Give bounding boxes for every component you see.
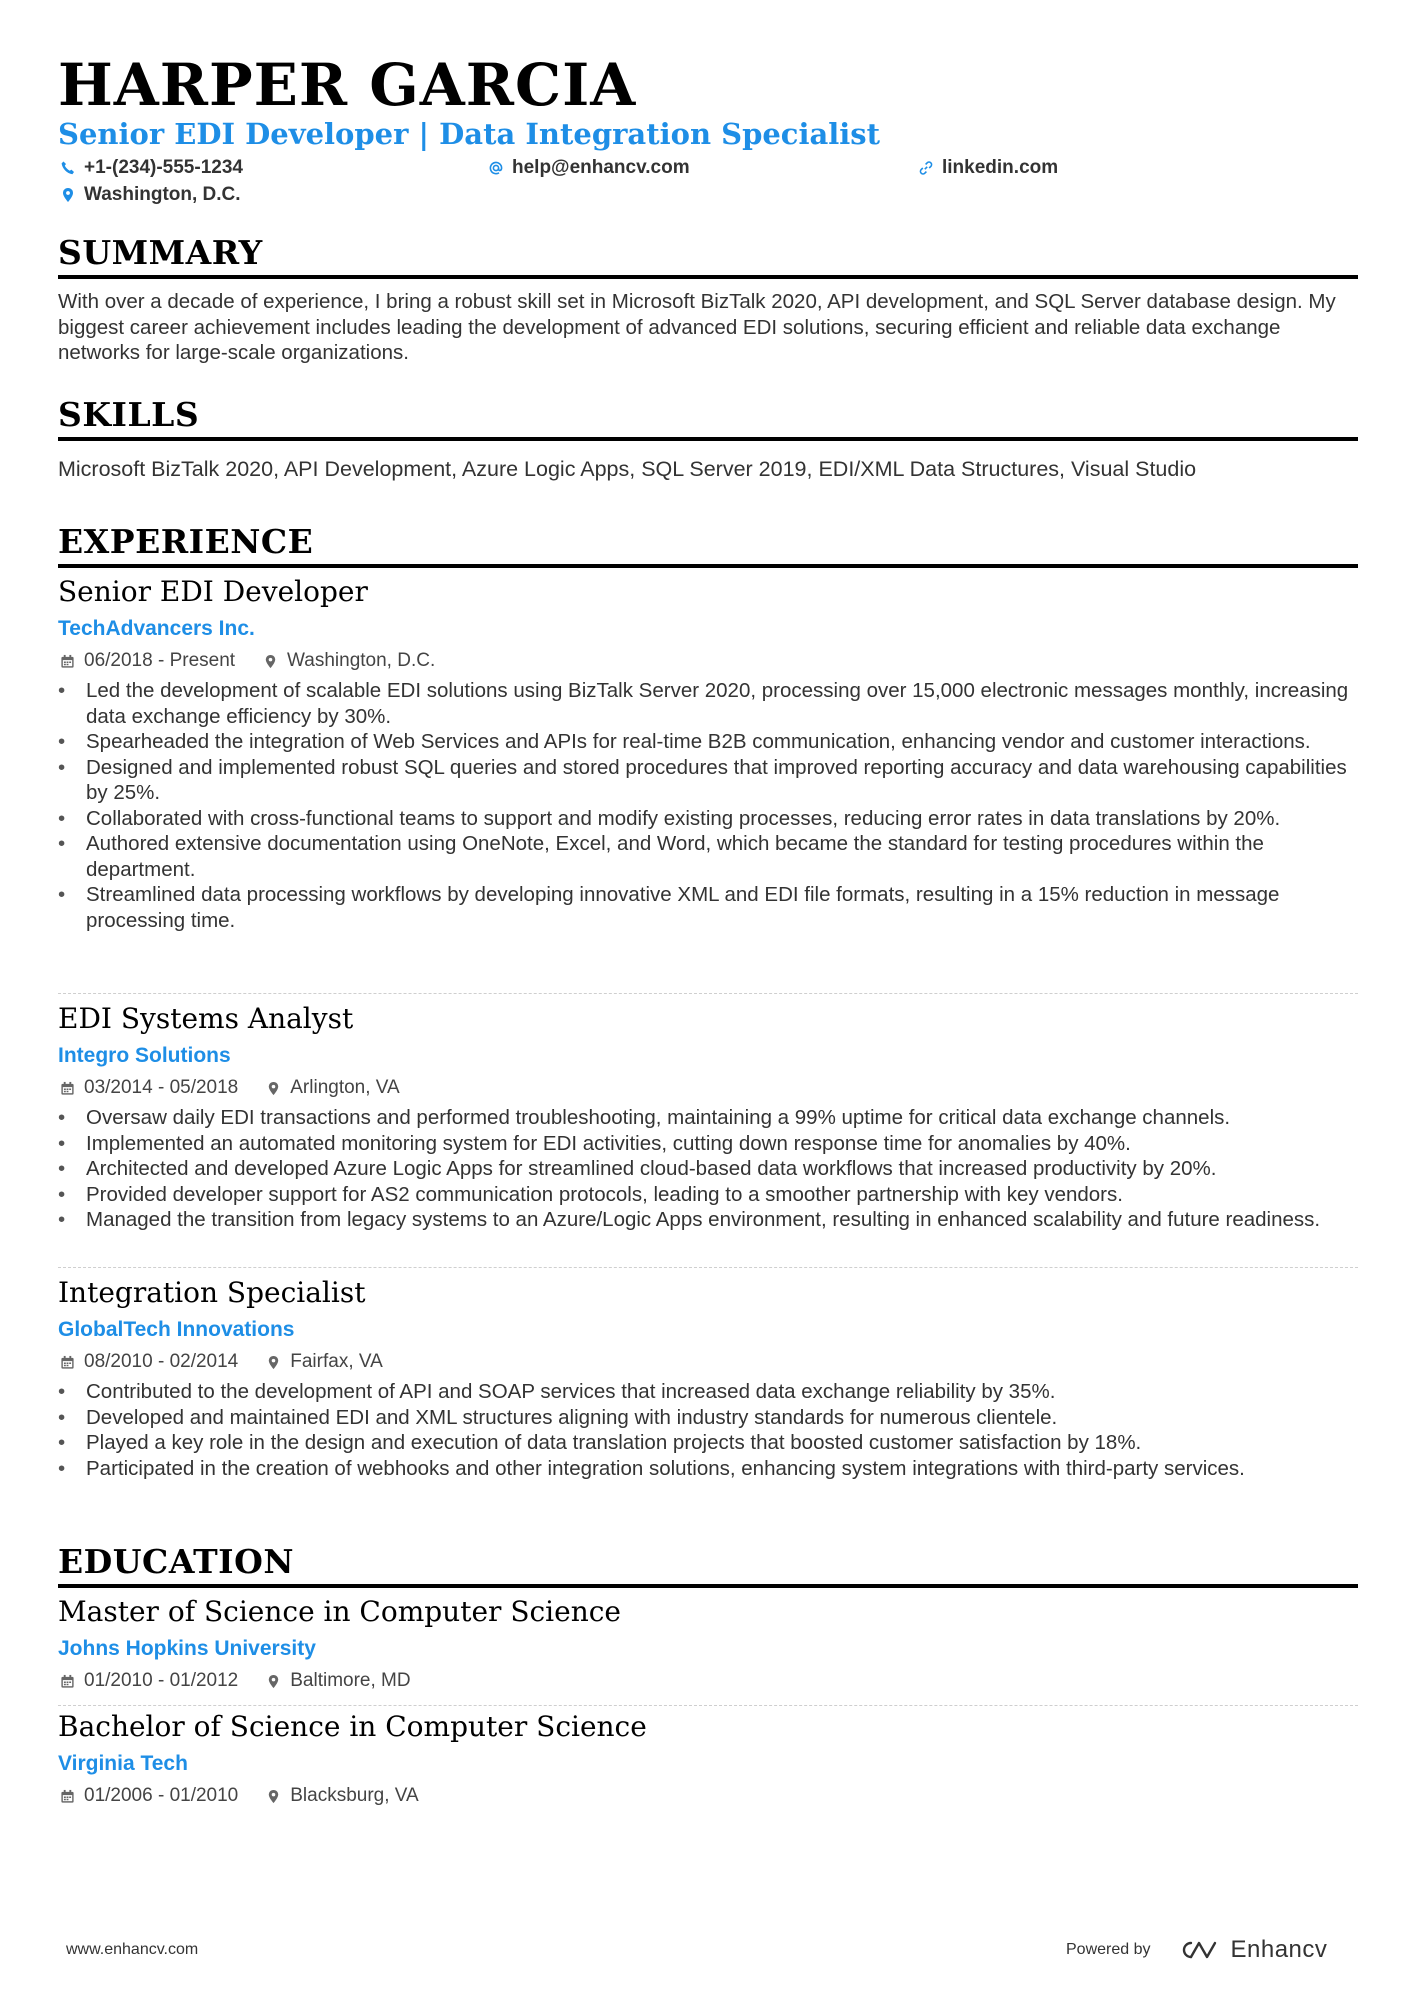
job-bullets	[58, 678, 1358, 933]
phone-icon	[60, 160, 76, 176]
contact-phone-text: +1-(234)-555-1234	[84, 157, 243, 178]
job-title: Senior EDI Developer	[58, 575, 368, 608]
list-item: • Played a key role in the design and execution of data translation projects that boosted customer satisfaction by 18%.	[58, 1430, 1358, 1456]
calendar-icon	[60, 1355, 75, 1370]
job-company: Integro Solutions	[58, 1044, 231, 1067]
contact-linkedin-text[interactable]: linkedin.com	[942, 157, 1059, 178]
education-dates: 01/2010 - 01/2012	[84, 1670, 239, 1691]
education-separator	[58, 1705, 1358, 1706]
list-item: • Spearheaded the integration of Web Services and APIs for real-time B2B communication, enhancing vendor and customer interactions.	[58, 729, 1358, 755]
brand-name: Enhancv	[1230, 1936, 1328, 1963]
job-company: GlobalTech Innovations	[58, 1318, 295, 1341]
summary-divider	[58, 275, 1358, 279]
footer-website[interactable]: www.enhancv.com	[66, 1941, 199, 1958]
education-location: Baltimore, MD	[290, 1670, 411, 1691]
powered-by-text: Powered by	[1066, 1941, 1151, 1958]
job-company: TechAdvancers Inc.	[58, 617, 255, 640]
location-pin-icon	[60, 187, 76, 203]
list-item: • Led the development of scalable EDI solutions using BizTalk Server 2020, processing over 15,000 electronic messages monthly, increasing data exchange efficiency by 30%.	[58, 678, 1358, 729]
at-sign-icon	[488, 160, 504, 176]
list-item: • Contributed to the development of API and SOAP services that increased data exchange reliability by 35%.	[58, 1379, 1358, 1405]
job-meta	[60, 1076, 428, 1100]
education-location: Blacksburg, VA	[290, 1785, 419, 1806]
list-item: • Developed and maintained EDI and XML structures aligning with industry standards for numerous clientele.	[58, 1405, 1358, 1431]
location-pin-icon	[266, 1674, 281, 1689]
location-pin-icon	[263, 654, 278, 669]
location-pin-icon	[266, 1081, 281, 1096]
education-heading: EDUCATION	[58, 1542, 295, 1581]
skills-divider	[58, 437, 1358, 441]
job-location: Fairfax, VA	[290, 1351, 383, 1372]
job-bullets	[58, 1105, 1358, 1233]
education-meta	[60, 1669, 439, 1693]
list-item: • Oversaw daily EDI transactions and performed troubleshooting, maintaining a 99% uptime for critical data exchange channels.	[58, 1105, 1358, 1131]
location-pin-icon	[266, 1789, 281, 1804]
contact-location-text: Washington, D.C.	[84, 184, 241, 205]
job-dates: 03/2014 - 05/2018	[84, 1077, 239, 1098]
job-title: Integration Specialist	[58, 1276, 366, 1309]
education-dates: 01/2006 - 01/2010	[84, 1785, 239, 1806]
job-location: Washington, D.C.	[287, 650, 436, 671]
education-divider	[58, 1584, 1358, 1588]
summary-heading: SUMMARY	[58, 233, 263, 272]
education-school: Virginia Tech	[58, 1752, 188, 1775]
calendar-icon	[60, 1081, 75, 1096]
job-dates: 08/2010 - 02/2014	[84, 1351, 239, 1372]
education-school: Johns Hopkins University	[58, 1637, 316, 1660]
location-pin-icon	[266, 1355, 281, 1370]
job-dates: 06/2018 - Present	[84, 650, 236, 671]
contact-linkedin[interactable]	[918, 156, 1058, 180]
education-degree: Bachelor of Science in Computer Science	[58, 1710, 647, 1743]
list-item: • Architected and developed Azure Logic Apps for streamlined cloud-based data workflows that increased productivity by 20%.	[58, 1156, 1358, 1182]
job-meta	[60, 1350, 411, 1374]
candidate-name: HARPER GARCIA	[58, 51, 637, 119]
skills-text: Microsoft BizTalk 2020, API Development, Azure Logic Apps, SQL Server 2019, EDI/XML Data Structures, Visual Studio	[58, 457, 1197, 481]
calendar-icon	[60, 654, 75, 669]
list-item: • Provided developer support for AS2 communication protocols, leading to a smoother partnership with key vendors.	[58, 1182, 1358, 1208]
experience-divider	[58, 564, 1358, 568]
summary-text: With over a decade of experience, I bring a robust skill set in Microsoft BizTalk 2020, API development, and SQL Server database design. My biggest career achievement includes leading the development of advanced EDI solutions, securing efficient and reliable data exchange networks for large-scale organizations.	[58, 290, 1336, 364]
list-item: • Managed the transition from legacy systems to an Azure/Logic Apps environment, resulting in enhanced scalability and future readiness.	[58, 1207, 1358, 1233]
calendar-icon	[60, 1789, 75, 1804]
list-item: • Streamlined data processing workflows by developing innovative XML and EDI file formats, resulting in a 15% reduction in message processing time.	[58, 882, 1358, 933]
list-item: • Implemented an automated monitoring system for EDI activities, cutting down response time for anomalies by 40%.	[58, 1131, 1358, 1157]
experience-heading: EXPERIENCE	[58, 522, 314, 561]
contact-email[interactable]	[488, 156, 690, 180]
link-icon	[918, 160, 934, 176]
list-item: • Participated in the creation of webhooks and other integration solutions, enhancing system integrations with third-party services.	[58, 1456, 1358, 1482]
job-separator	[58, 1267, 1358, 1268]
job-title: EDI Systems Analyst	[58, 1002, 354, 1035]
calendar-icon	[60, 1674, 75, 1689]
job-location: Arlington, VA	[290, 1077, 400, 1098]
job-separator	[58, 993, 1358, 994]
contact-email-text[interactable]: help@enhancv.com	[512, 157, 690, 178]
job-meta	[60, 649, 463, 673]
candidate-tagline: Senior EDI Developer | Data Integration Specialist	[58, 117, 881, 151]
list-item: • Designed and implemented robust SQL queries and stored procedures that improved reporting accuracy and data warehousing capabilities by 25%.	[58, 755, 1358, 806]
skills-heading: SKILLS	[58, 395, 200, 434]
list-item: • Collaborated with cross-functional teams to support and modify existing processes, reducing error rates in data translations by 20%.	[58, 806, 1358, 832]
enhancv-logo-icon	[1177, 1938, 1223, 1962]
education-degree: Master of Science in Computer Science	[58, 1595, 621, 1628]
job-bullets	[58, 1379, 1358, 1481]
contact-phone	[60, 156, 243, 180]
list-item: • Authored extensive documentation using OneNote, Excel, and Word, which became the standard for testing procedures within the department.	[58, 831, 1358, 882]
footer-branding[interactable]	[1066, 1936, 1327, 1964]
contact-location	[60, 183, 241, 207]
education-meta	[60, 1784, 447, 1808]
